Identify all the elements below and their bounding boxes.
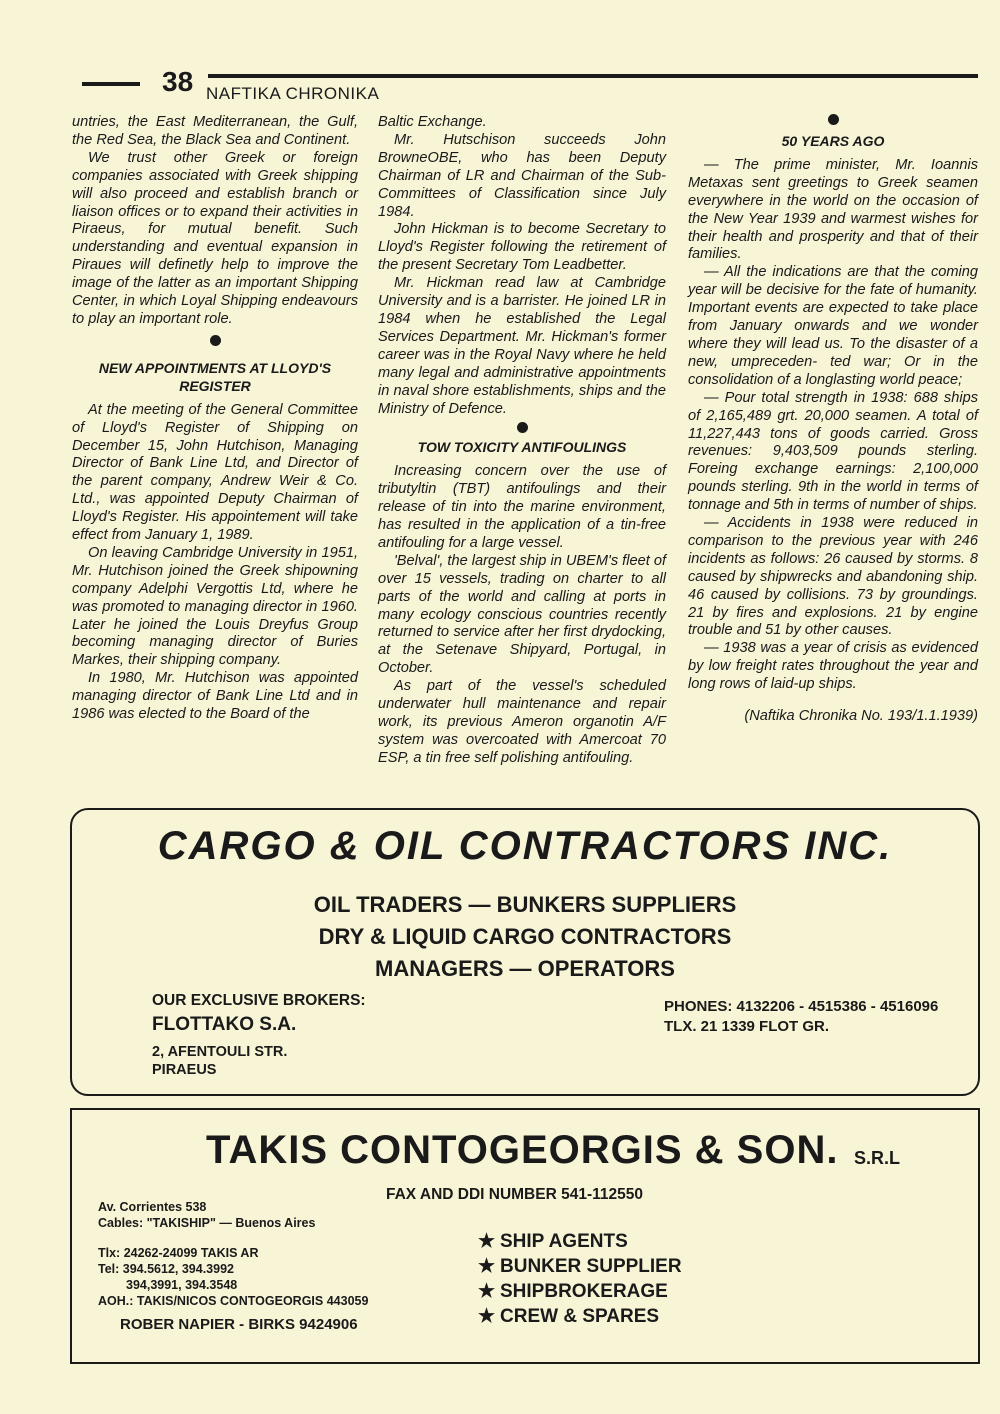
article-heading: TOW TOXICITY ANTIFOULINGS [417, 439, 627, 456]
company-suffix: S.R.L [854, 1148, 901, 1168]
article-heading: NEW APPOINTMENTS AT LLOYD'S REGISTER [98, 359, 332, 394]
source-citation: (Naftika Chronika No. 193/1.1.1939) [744, 708, 978, 725]
service-item: ★ SHIP AGENTS [478, 1231, 628, 1252]
paragraph: On leaving Cambridge University in 1951, Mr. Hutchison joined the Greek shipowning company Adelphi Vergottis Ltd, where he was promoted to managing director in 1960. Later he joined the Louis Dreyfus Group becoming managing director of Buries Markes, their shipping company. [72, 544, 358, 669]
ad-line: DRY & LIQUID CARGO CONTRACTORS [318, 924, 732, 949]
paragraph: As part of the vessel's scheduled underwater hull maintenance and repair work, its previous Ameron organotin A/F system was overcoated with Amercoat 70 ESP, a tin free self polishing antifouling. [378, 678, 666, 766]
telex: Tlx: 24262-24099 TAKIS AR [98, 1246, 259, 1260]
bullet-separator [828, 114, 839, 125]
paragraph: — Accidents in 1938 were reduced in comparison to the previous year with 246 incidents as follows: 26 caused by storms. 8 caused by shipwrecks and abandoning ship. 46 caused by collisions. 73 by groundings. 21 by fires and explosions. 21 by engine trouble and 51 by other causes. [688, 515, 978, 639]
column-3 [688, 114, 978, 726]
star-icon: ★ [478, 1306, 496, 1327]
column-1 [72, 114, 358, 724]
broker-address-street: 2, AFENTOULI STR. [152, 1044, 288, 1060]
paragraph: Baltic Exchange. [378, 114, 487, 130]
cables: Cables: "TAKISHIP" — Buenos Aires [98, 1216, 316, 1230]
rober-napier: ROBER NAPIER - BIRKS 9424906 [120, 1316, 358, 1333]
brokers-label: OUR EXCLUSIVE BROKERS: [152, 992, 366, 1009]
star-icon: ★ [478, 1281, 496, 1302]
header-rule-right [208, 74, 978, 78]
aoh-contact: AOH.: TAKIS/NICOS CONTOGEORGIS 443059 [98, 1294, 369, 1308]
phones: PHONES: 4132206 - 4515386 - 4516096 [664, 998, 939, 1015]
paragraph: In 1980, Mr. Hutchison was appointed managing director of Bank Line Ltd and in 1986 was elected to the Board of the [72, 670, 358, 723]
broker-name: FLOTTAKO S.A. [152, 1014, 297, 1035]
page-number: 38 [162, 66, 194, 97]
ad-title: TAKIS CONTOGEORGIS & SON. [206, 1128, 839, 1172]
takis-contogeorgis-ad [70, 1108, 980, 1364]
star-icon: ★ [478, 1256, 496, 1277]
header-rule-left [82, 82, 140, 86]
paragraph: John Hickman is to become Secretary to Lloyd's Register following the retirement of the present Secretary Tom Leadbetter. [378, 221, 666, 274]
star-icon: ★ [478, 1231, 496, 1252]
paragraph: — The prime minister, Mr. Ioannis Metaxas sent greetings to Greek seamen everywhere in the world on the occasion of the New Year 1939 and warmest wishes for their health and prosperity and that of their families. [688, 156, 978, 263]
paragraph: — All the indications are that the coming year will be decisive for the fate of humanity. Important events are expected to take place from January onwards and we wonder where they will lead us. To the disaster of a new, umpreceden- ted war; Or in the consolidation of a longlasting world peace; [688, 264, 978, 388]
article-heading: 50 YEARS AGO [781, 133, 885, 149]
telephone: Tel: 394.5612, 394.3992 [98, 1262, 234, 1276]
fax-number: FAX AND DDI NUMBER 541-112550 [386, 1186, 643, 1203]
paragraph: untries, the East Mediterranean, the Gulf, the Red Sea, the Black Sea and Continent. [72, 114, 358, 148]
paragraph: — 1938 was a year of crisis as evidenced by low freight rates throughout the year and long rows of laid-up ships. [688, 640, 978, 693]
paragraph: Increasing concern over the use of tributyltin (TBT) antifoulings and their release of tin into the marine environment, has resulted in the application of a tin-free antifouling for a large vessel. [378, 463, 666, 551]
telex: TLX. 21 1339 FLOT GR. [664, 1018, 830, 1035]
service-item: ★ CREW & SPARES [478, 1306, 660, 1327]
address: Av. Corrientes 538 [98, 1200, 207, 1214]
bullet-separator [517, 422, 528, 433]
broker-address-city: PIRAEUS [152, 1062, 217, 1078]
publication-title: NAFTIKA CHRONIKA [206, 84, 380, 103]
paragraph: We trust other Greek or foreign companies associated with Greek shipping will also proceed and establish branch or liaison offices or to expand their activities in Piraeus, for mutual benefit. Such understanding and eventual expansion in Piraues will definetly help to improve the image of the latter as an important Shipping Center, in which Loyal Shipping endeavours to play an important role. [72, 149, 358, 327]
service-item: ★ BUNKER SUPPLIER [478, 1256, 682, 1277]
paragraph: Mr. Hutschison succeeds John BrowneOBE, who has been Deputy Chairman of LR and Chairman of the Sub-Committees of Classification since July 1984. [378, 131, 666, 220]
cargo-oil-contractors-ad [70, 808, 980, 1096]
paragraph: 'Belval', the largest ship in UBEM's fleet of over 15 vessels, trading on charter to all parts of the world and calling at ports in many ecology conscious countries recently returned to service after her first drydocking, at the Setenave Shipyard, Portugal, in October. [378, 552, 666, 677]
service-item: ★ SHIPBROKERAGE [478, 1281, 668, 1302]
ad-line: OIL TRADERS — BUNKERS SUPPLIERS [313, 892, 737, 917]
ad-line: MANAGERS — OPERATORS [375, 956, 675, 981]
paragraph: At the meeting of the General Committee of Lloyd's Register of Shipping on December 15, John Hutchison, Managing Director of Bank Line Ltd, and Director of the parent company, Andrew Weir & Co. Ltd., was appointed Deputy Chairman of Lloyd's Register. His appointement will take effect from January 1, 1989. [72, 401, 358, 544]
page-header [82, 64, 978, 108]
paragraph: Mr. Hickman read law at Cambridge University and is a barrister. He joined LR in 1984 when he established the Legal Services Department. Mr. Hickman's former career was in the Royal Navy where he held many legal and administrative appointments in naval shore establishments, ships and the Ministry of Defence. [378, 275, 666, 417]
ad-title: CARGO & OIL CONTRACTORS INC. [157, 824, 893, 868]
column-2 [378, 114, 666, 768]
paragraph: — Pour total strength in 1938: 688 ships of 2,165,489 grt. 20,000 seamen. A total of 11,227,443 tons of goods carried. Gross revenues: 9,403,509 pounds sterling. Foreing exchange earnings: 2,100,000 pounds sterling. 9th in the world in terms of tonnage and 5th in terms of number of ships. [688, 389, 978, 514]
bullet-separator [210, 335, 221, 346]
telephone-2: 394,3991, 394.3548 [126, 1278, 238, 1292]
